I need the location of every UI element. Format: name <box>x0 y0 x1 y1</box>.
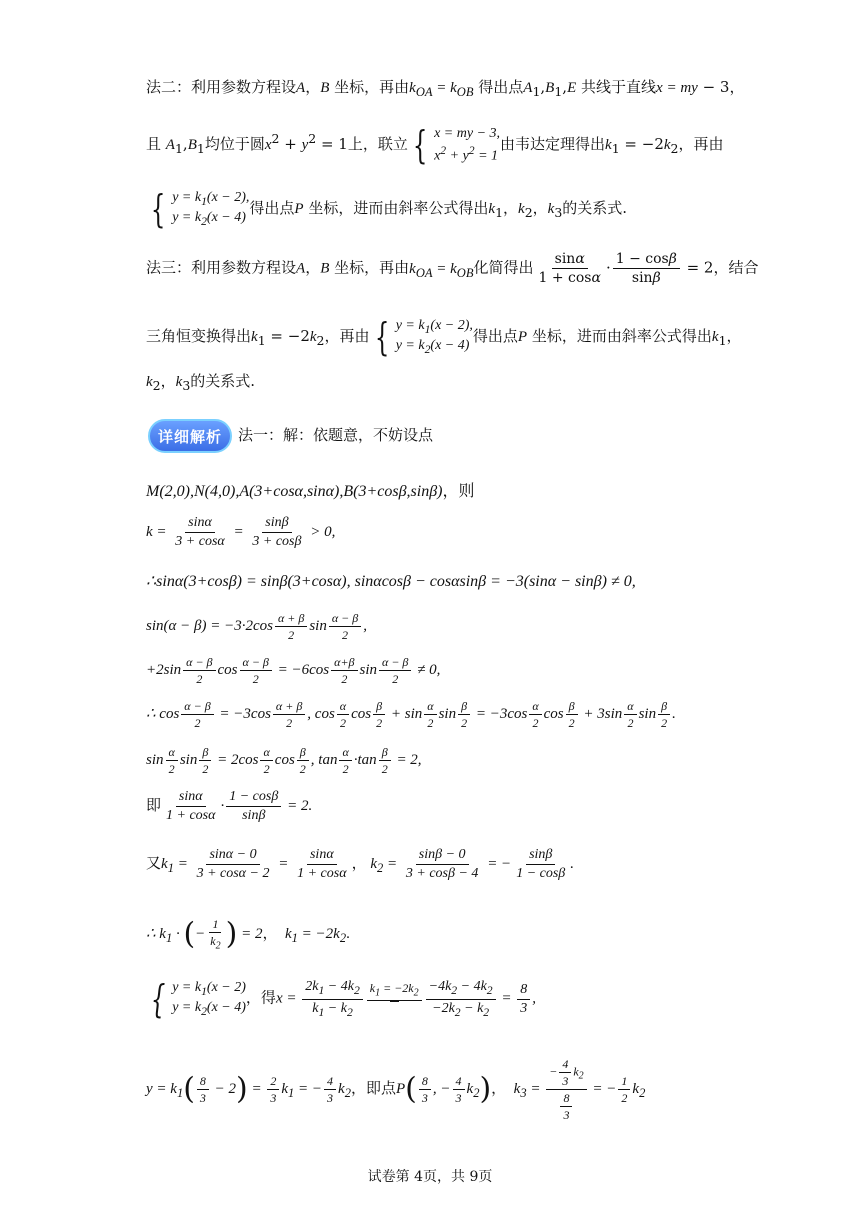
text: ，结合 <box>713 258 759 277</box>
text: ，再由 <box>324 327 370 345</box>
text: 得出点 <box>249 199 295 217</box>
text: 坐标，进而由斜率公式得出 <box>308 199 489 217</box>
eq-tan: sin $\frac{\alpha}{2}$ sin $\frac{\beta}{2}$ = 2cos $\frac{\alpha}{2}$ cos $\frac{\beta}{2}$ , tan $\frac{\alpha}{2}$ ·tan $\frac{\beta}{2}$ = 2, <box>146 745 422 776</box>
text: 坐标，再由 <box>334 258 410 277</box>
text: 均位于圆 <box>204 135 265 153</box>
text: 得出点 <box>472 327 518 345</box>
eq-k1-result: ∴ $k_1$ · (− $\frac{1}{k_2}$ ) = 2， $k_1 = -2k_2$. <box>146 916 350 952</box>
eq-ji: 即 $\frac{\sin\alpha}{1 + \cos\alpha}$ · $\frac{1 - \cos\beta}{\sin\beta}$ = 2. <box>146 789 313 823</box>
eq-points: M(2,0),N(4,0),A(3+cosα,sinα),B(3+cosβ,sinβ)，则 <box>146 483 475 500</box>
text: 法三：利用参数方程设 <box>146 258 297 277</box>
method3-line3: $k_2$，$k_3$的关系式. <box>146 372 256 393</box>
text: 坐标，再由 <box>334 78 410 96</box>
text: 化简得出 <box>473 258 534 277</box>
page-footer: 试卷第 4页，共 9页 <box>367 1169 493 1185</box>
text: 三角恒变换得出 <box>146 327 252 345</box>
method2-line3: { $y = k_1(x - 2)$, $y = k_2(x - 4)$ 得出点P 坐标，进而由斜率公式得出$k_1$，$k_2$，$k_3$的关系式. <box>150 187 628 231</box>
method1-intro: 法一：解：依题意，不妨设点 <box>238 426 434 444</box>
method3-line2: 三角恒变换得出$k_1 = -2k_2$，再由 { $y = k_1(x - 2)$, $y = k_2(x - 4)$ 得出点P 坐标，进而由斜率公式得出$k_1$， <box>146 315 742 359</box>
detailed-analysis-badge: 详细解析 <box>148 419 232 453</box>
method2-line2: 且 $A_1,B_1$均位于圆$x^2 + y^2 = 1$上，联立 { x = my − 3, $x^2 + y^2 = 1$ 由韦达定理得出$k_1 = -2k_2$，再由 <box>146 123 724 167</box>
eq-k: k = $\frac{\sin\alpha}{3 + \cos\alpha}$ = $\frac{\sin\beta}{3 + \cos\beta}$ > 0, <box>146 515 336 549</box>
eq-k1-k2: 又$k_1$ = $\frac{\sin\alpha - 0}{3 + \cos\alpha - 2}$ = $\frac{\sin\alpha}{1 + \cos\alpha}$ ， $k_2$ = $\frac{\sin\beta - 0}{3 + \cos\beta - 4}$ = − $\frac{\sin\beta}{1 - \cos\beta}$ . <box>146 847 575 881</box>
method3-line1: 法三：利用参数方程设A，B 坐标，再由$k_{OA} = k_{OB}$化简得出 $\frac{\sin\alpha}{1 + \cos\alpha}$ · $\frac{1 - \cos\beta}{\sin\beta}$ = 2，结合 <box>146 251 759 286</box>
text: ，再由 <box>678 135 724 153</box>
eq-p-point: $y = k_1$( $\frac{8}{3}$ − 2) = $\frac{2}{3}$ $k_1$ = − $\frac{4}{3}$ $k_2$，即点P( $\frac{8}{3}$ , − $\frac{4}{3}$ $k_2$)， $k_3$ = − $\frac{4}{3}$ $k_2$ $\frac{8}{3}$ = − $\frac{1}{2}$ $k_2$ <box>146 1057 646 1122</box>
eq-cos: ∴ cos $\frac{\alpha - \beta}{2}$ = −3cos $\frac{\alpha + \beta}{2}$ , cos $\frac{\alpha}{2}$ cos $\frac{\beta}{2}$ + sin $\frac{\alpha}{2}$ sin $\frac{\beta}{2}$ = −3cos $\frac{\alpha}{2}$ cos $\frac{\beta}{2}$ + 3sin $\frac{\alpha}{2}$ sin $\frac{\beta}{2}$ . <box>146 699 676 730</box>
eq-expand: ∴sinα(3+cosβ) = sinβ(3+cosα), sinαcosβ − cosαsinβ = −3(sinα − sinβ) ≠ 0, <box>146 573 636 590</box>
text: 且 <box>146 135 162 153</box>
eq-double: +2sin $\frac{\alpha - \beta}{2}$ cos $\frac{\alpha - \beta}{2}$ = −6cos $\frac{\alpha+\beta}{2}$ sin $\frac{\alpha - \beta}{2}$ ≠ 0, <box>146 655 441 686</box>
eq-sin-diff: sin(α − β) = −3·2cos $\frac{\alpha + \beta}{2}$ sin $\frac{\alpha - \beta}{2}$ , <box>146 611 367 642</box>
text: 由韦达定理得出 <box>500 135 606 153</box>
text: 法二：利用参数方程设 <box>146 78 297 96</box>
text: 的关系式. <box>562 199 628 217</box>
text: 得出点 <box>478 78 524 96</box>
method2-line1: 法二：利用参数方程设A，B 坐标，再由$k_{OA} = k_{OB}$ 得出点$A_1,B_1,E$ 共线于直线x = my − 3， <box>146 78 745 99</box>
text: 上，联立 <box>347 135 408 153</box>
text: 坐标，进而由斜率公式得出 <box>531 327 712 345</box>
text: 的关系式. <box>190 372 256 390</box>
eq-x-value: { $y = k_1(x - 2)$ $y = k_2(x - 4)$ ，得x = $\frac{2k_1 - 4k_2}{k_1 - k_2}$ $k_1 = -2k_2$ $\frac{-4k_2 - 4k_2}{-2k_2 - k_2}$ = $\frac{8}{3}$ , <box>150 977 536 1021</box>
text: 共线于直线 <box>581 78 657 96</box>
